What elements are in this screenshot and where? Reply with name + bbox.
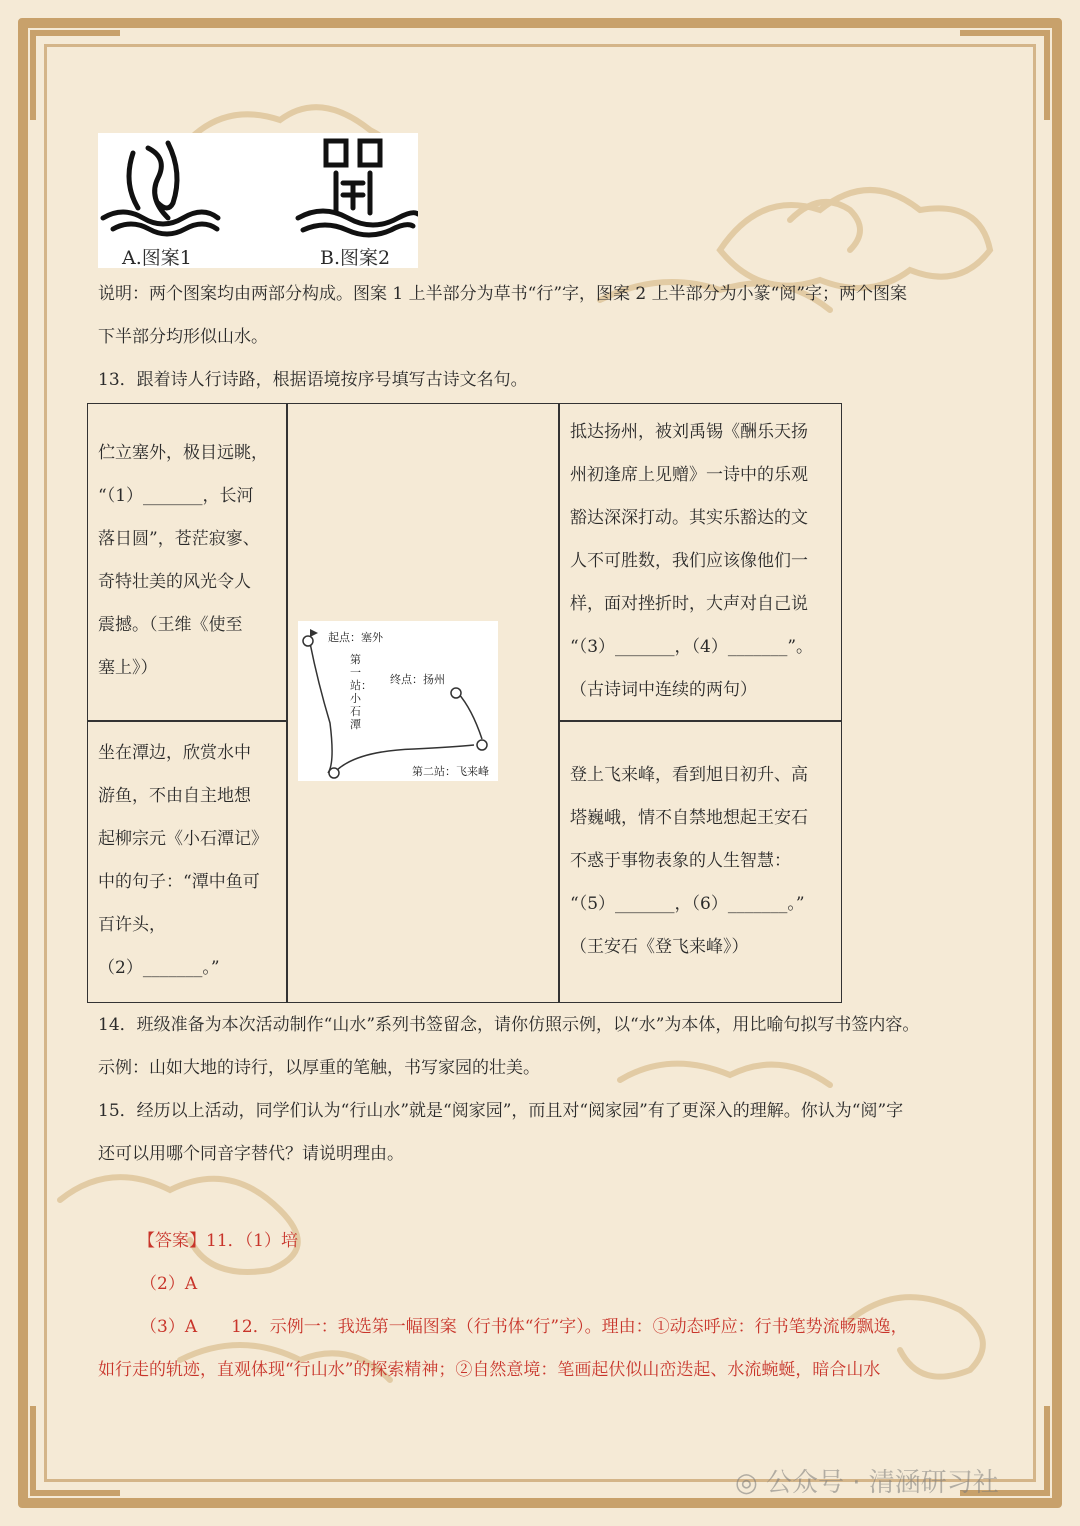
- map-end-label: 终点：扬州: [390, 673, 445, 686]
- cell-line: 游鱼，不由自主地想: [98, 786, 251, 806]
- cell-line: 百许头，: [98, 915, 166, 935]
- cell-top-left: [98, 432, 283, 690]
- cell-line: 落日圆”，苍茫寂寥、: [98, 529, 260, 549]
- watermark: [735, 1462, 999, 1499]
- cell-line: 起柳宗元《小石潭记》: [98, 829, 268, 849]
- cell-line: “（1）_______，长河: [98, 486, 254, 506]
- question-15-line-1: 15．经历以上活动，同学们认为“行山水”就是“阅家园”，而且对“阅家园”有了更深入的理解。你认为“阅”字: [98, 1101, 904, 1121]
- pattern-1-label: A.图案1: [122, 247, 192, 269]
- route-map: [298, 621, 498, 781]
- answer-line-4: 如行走的轨迹，直观体现“行山水”的探索精神；②自然意境：笔画起伏似山峦迭起、水流蜿蜒，暗合山水: [98, 1360, 881, 1380]
- cell-line: 坐在潭边，欣赏水中: [98, 743, 251, 763]
- table-divider: [558, 720, 842, 722]
- map-start-label: 起点：塞外: [328, 631, 383, 644]
- cell-line: （王安石《登飞来峰》）: [570, 937, 749, 957]
- pattern-panel: [98, 133, 418, 268]
- cell-line: 样，面对挫折时，大声对自己说: [570, 594, 808, 614]
- cell-line: 不惑于事物表象的人生智慧：: [570, 851, 791, 871]
- cell-line: 伫立塞外，极目远眺，: [98, 443, 268, 463]
- cell-bottom-left: [98, 732, 283, 990]
- question-14-line-1: 14．班级准备为本次活动制作“山水”系列书签留念，请你仿照示例，以“水”为本体，用比喻句拟写书签内容。: [98, 1015, 920, 1035]
- explanation-line-1: 说明：两个图案均由两部分构成。图案 1 上半部分为草书“行”字，图案 2 上半部分为小篆“阅”字；两个图案: [98, 284, 908, 304]
- table-divider: [558, 404, 560, 1002]
- map-stop-2-label: 第二站：飞来峰: [412, 765, 489, 778]
- cell-bottom-right: [570, 754, 835, 969]
- answer-line-1: 【答案】11．（1）培: [138, 1231, 298, 1251]
- cell-line: 州初逢席上见赠》一诗中的乐观: [570, 465, 808, 485]
- cell-line: 奇特壮美的风光令人: [98, 572, 251, 592]
- cell-line: 塞上》）: [98, 658, 158, 678]
- cell-line: 抵达扬州，被刘禹锡《酬乐天扬: [570, 422, 808, 442]
- table-divider: [286, 404, 288, 1002]
- wechat-icon: ◎: [735, 1468, 766, 1498]
- question-14-example: 示例：山如大地的诗行，以厚重的笔触，书写家园的壮美。: [98, 1058, 540, 1078]
- answer-line-2: （2）A: [140, 1274, 198, 1294]
- explanation-line-2: 下半部分均形似山水。: [98, 327, 268, 347]
- cell-top-right: [570, 411, 835, 712]
- watermark-text: 公众号 · 清涵研习社: [765, 1468, 999, 1498]
- question-15-line-2: 还可以用哪个同音字替代？请说明理由。: [98, 1144, 404, 1164]
- cell-line: 人不可胜数，我们应该像他们一: [570, 551, 808, 571]
- cell-line: 豁达深深打动。其实乐豁达的文: [570, 508, 808, 528]
- table-divider: [88, 720, 287, 722]
- question-13-title: 13．跟着诗人行诗路，根据语境按序号填写古诗文名句。: [98, 370, 528, 390]
- cell-line: “（5）_______，（6）_______。”: [570, 894, 805, 914]
- cell-line: 塔巍峨，情不自禁地想起王安石: [570, 808, 808, 828]
- map-stop-1-label: 第一站：小石潭: [350, 653, 372, 731]
- cell-line: 震撼。（王维《使至: [98, 615, 243, 635]
- cell-line: （2）_______。”: [98, 958, 220, 978]
- cell-line: 中的句子：“潭中鱼可: [98, 872, 260, 892]
- cell-line: “（3）_______，（4）_______”。: [570, 637, 814, 657]
- cell-line: （古诗词中连续的两句）: [570, 680, 757, 700]
- pattern-2-label: B.图案2: [320, 247, 391, 269]
- answer-line-3: （3）A 12．示例一：我选第一幅图案（行书体“行”字）。理由：①动态呼应：行书笔势流畅飘逸，: [140, 1317, 908, 1337]
- cell-line: 登上飞来峰，看到旭日初升、高: [570, 765, 808, 785]
- pattern-artwork: [98, 133, 418, 243]
- route-map-lines: [298, 621, 498, 781]
